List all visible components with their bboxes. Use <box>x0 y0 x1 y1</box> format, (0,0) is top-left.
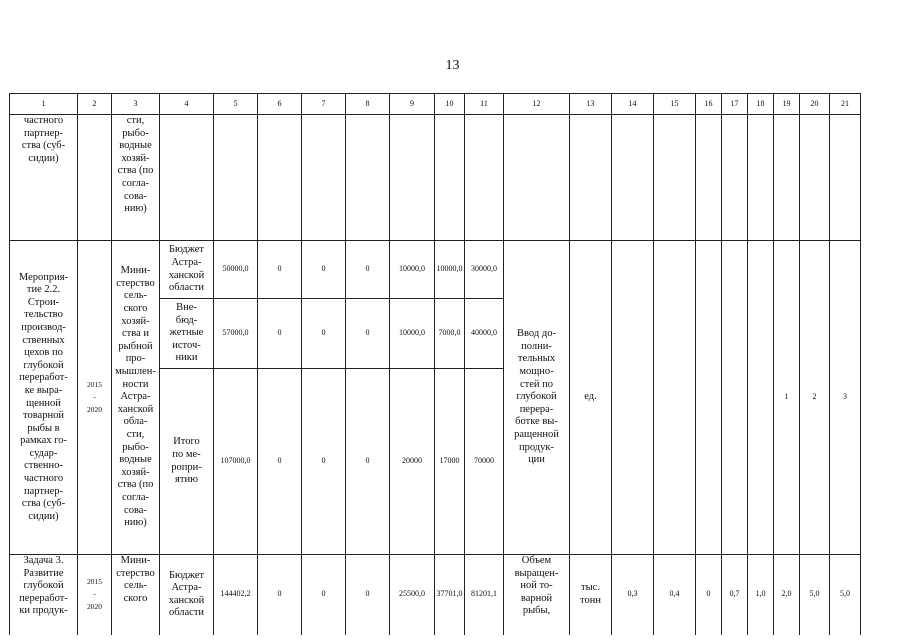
value-cell: 37701,0 <box>435 555 465 635</box>
value-cell: 2,0 <box>774 555 800 635</box>
activity-name-cell: Мероприя- тие 2.2. Строи- тельство производ- ственных цехов по глубокой переработ- ке выра- щенной товарной рыбы в рамках го- судар- ственно- частного партнер- ства (суб- сидии) <box>10 241 78 555</box>
header-cell: 17 <box>722 94 748 115</box>
value-cell: 25500,0 <box>390 555 435 635</box>
program-table <box>9 93 861 635</box>
header-cell: 5 <box>214 94 258 115</box>
value-cell: 5,0 <box>830 555 861 635</box>
table-row <box>10 241 861 299</box>
indicator-name-cell: Ввод до- полни- тельных мощно- стей по глубокой перера- ботке вы- ращенной продук- ции <box>504 241 570 555</box>
value-cell: 0,4 <box>654 555 696 635</box>
value-cell: 10000,0 <box>390 299 435 369</box>
header-cell: 11 <box>465 94 504 115</box>
value-cell: 0 <box>302 369 346 555</box>
value-cell: 17000 <box>435 369 465 555</box>
value-cell: 107000,0 <box>214 369 258 555</box>
value-cell: 10000,0 <box>435 241 465 299</box>
period-cell: 2015 - 2020 <box>78 555 112 635</box>
value-cell: 20000 <box>390 369 435 555</box>
funding-source-cell: Вне- бюд- жетные источ- ники <box>160 299 214 369</box>
header-cell: 13 <box>570 94 612 115</box>
value-cell: 81201,1 <box>465 555 504 635</box>
value-cell: 0 <box>346 299 390 369</box>
value-cell: 0,3 <box>612 555 654 635</box>
header-cell: 4 <box>160 94 214 115</box>
header-cell: 19 <box>774 94 800 115</box>
value-cell: 0 <box>302 241 346 299</box>
value-cell: 1 <box>774 241 800 555</box>
value-cell: 10000,0 <box>390 241 435 299</box>
activity-name-cell: частного партнер- ства (суб- сидии) <box>10 115 78 241</box>
value-cell: 1,0 <box>748 555 774 635</box>
header-cell: 15 <box>654 94 696 115</box>
funding-source-cell: Бюджет Астра- ханской области <box>160 555 214 635</box>
value-cell: 5,0 <box>800 555 830 635</box>
header-cell: 10 <box>435 94 465 115</box>
header-cell: 21 <box>830 94 861 115</box>
value-cell: 40000,0 <box>465 299 504 369</box>
funding-source-cell: Бюджет Астра- ханской области <box>160 241 214 299</box>
value-cell: 0,7 <box>722 555 748 635</box>
unit-cell: ед. <box>570 241 612 555</box>
value-cell: 0 <box>302 299 346 369</box>
value-cell: 0 <box>258 555 302 635</box>
value-cell: 0 <box>696 555 722 635</box>
value-cell: 0 <box>258 369 302 555</box>
header-cell: 3 <box>112 94 160 115</box>
value-cell: 57000,0 <box>214 299 258 369</box>
header-cell: 20 <box>800 94 830 115</box>
table-row <box>10 115 861 241</box>
value-cell: 50000,0 <box>214 241 258 299</box>
indicator-name-cell: Объем выращен- ной то- варной рыбы, <box>504 555 570 635</box>
table-row <box>10 555 861 635</box>
header-cell: 2 <box>78 94 112 115</box>
header-cell: 14 <box>612 94 654 115</box>
period-cell: 2015 - 2020 <box>78 241 112 555</box>
task-name-cell: Задача 3. Развитие глубокой переработ- ки продук- <box>10 555 78 635</box>
page-number: 13 <box>445 58 460 73</box>
value-cell: 0 <box>346 555 390 635</box>
header-cell: 1 <box>10 94 78 115</box>
executor-cell: сти, рыбо- водные хозяй- ства (по согла- сова- нию) <box>112 115 160 241</box>
funding-source-cell: Итого по ме- ропри- ятию <box>160 369 214 555</box>
value-cell: 3 <box>830 241 861 555</box>
header-cell: 9 <box>390 94 435 115</box>
value-cell: 0 <box>346 241 390 299</box>
header-cell: 6 <box>258 94 302 115</box>
header-cell: 16 <box>696 94 722 115</box>
value-cell: 30000,0 <box>465 241 504 299</box>
executor-cell: Мини- стерство сель- ского хозяй- ства и рыбной про- мышлен- ности Астра- ханской обла- сти, рыбо- водные хозяй- ства (по согла- сова- нию) <box>112 241 160 555</box>
value-cell: 144402,2 <box>214 555 258 635</box>
value-cell: 7000,0 <box>435 299 465 369</box>
value-cell: 0 <box>346 369 390 555</box>
value-cell: 0 <box>302 555 346 635</box>
header-cell: 12 <box>504 94 570 115</box>
header-cell: 8 <box>346 94 390 115</box>
value-cell: 70000 <box>465 369 504 555</box>
header-cell: 18 <box>748 94 774 115</box>
header-cell: 7 <box>302 94 346 115</box>
unit-cell: тыс. тонн <box>570 555 612 635</box>
value-cell: 0 <box>258 241 302 299</box>
value-cell: 0 <box>258 299 302 369</box>
executor-cell: Мини- стерство сель- ского <box>112 555 160 635</box>
header-row <box>10 94 861 115</box>
value-cell: 2 <box>800 241 830 555</box>
